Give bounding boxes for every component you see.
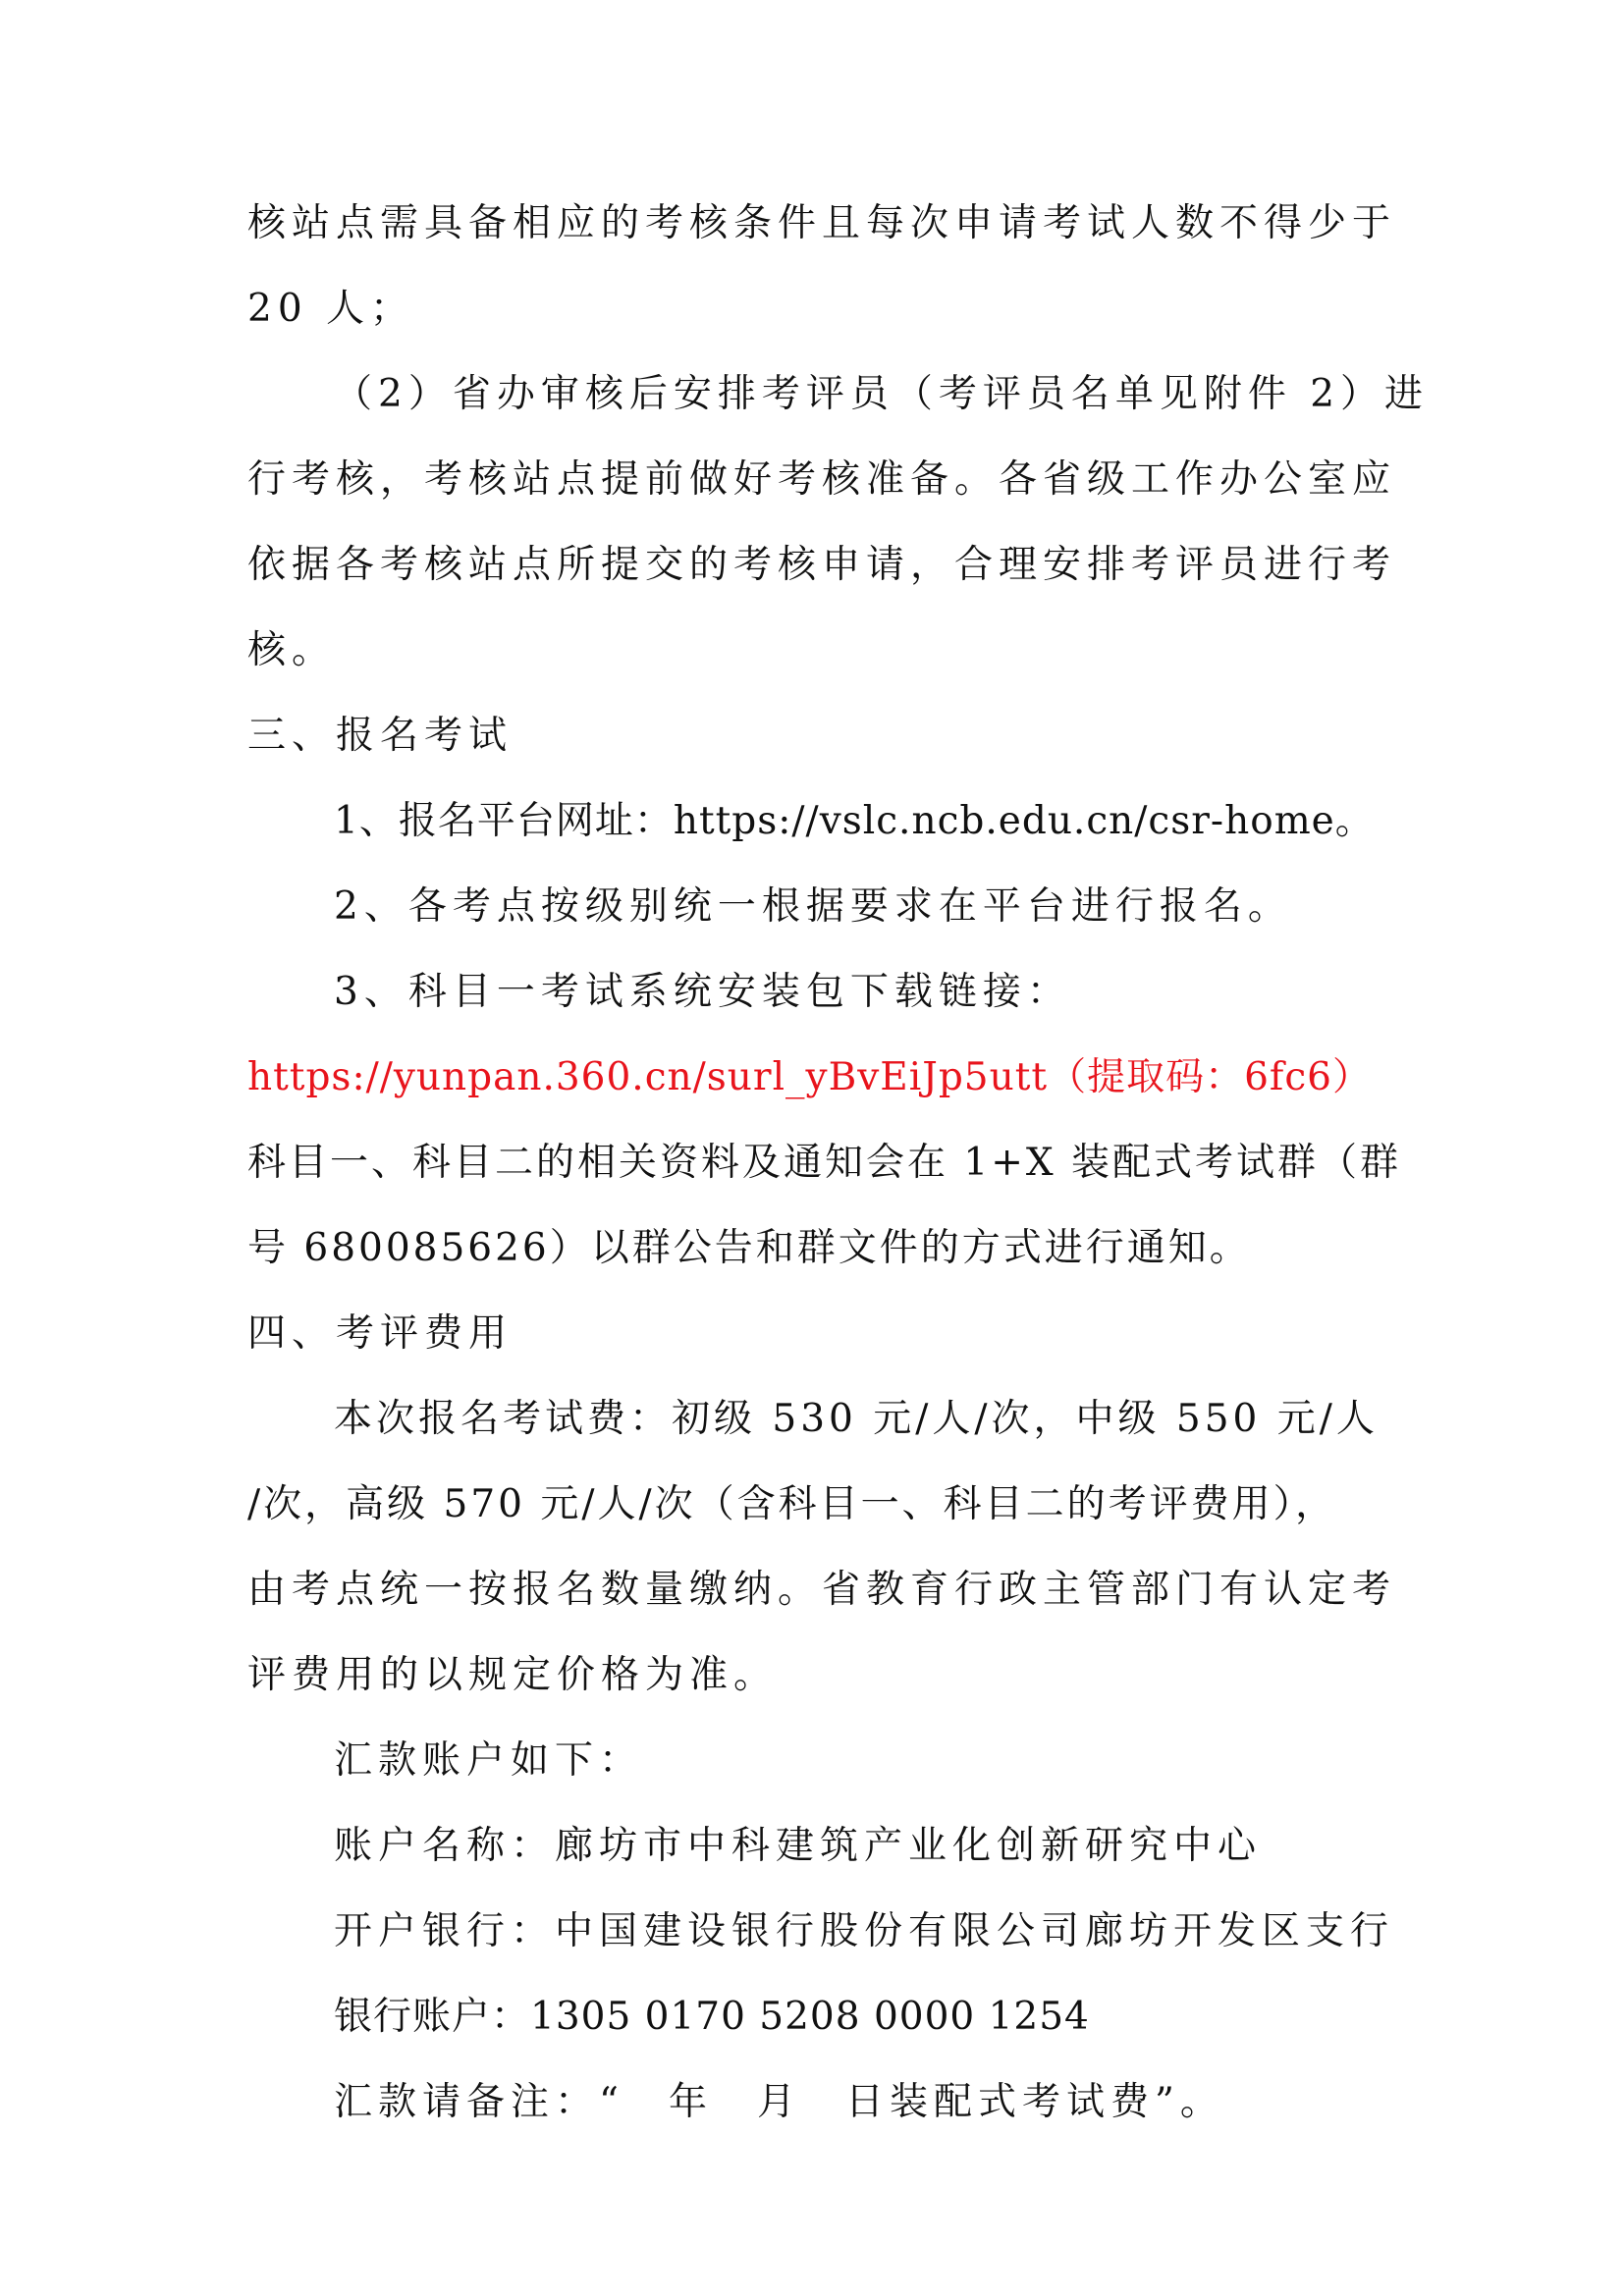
registration-step-2: 2、各考点按级别统一根据要求在平台进行报名。 bbox=[334, 884, 1292, 929]
paragraph-line: 20 人； bbox=[247, 287, 415, 331]
section-heading-registration: 三、报名考试 bbox=[247, 714, 514, 758]
download-link[interactable]: https://yunpan.360.cn/surl_yBvEiJp5utt（提取码：6fc6） bbox=[247, 1055, 1372, 1099]
remit-remark: 汇款请备注：“ 年 月 日装配式考试费”。 bbox=[334, 2080, 1224, 2124]
registration-url-label: 1、报名平台网址： bbox=[334, 799, 674, 843]
registration-url-line bbox=[334, 792, 1375, 851]
account-name: 账户名称：廊坊市中科建筑产业化创新研究中心 bbox=[334, 1824, 1263, 1868]
fee-line: 评费用的以规定价格为准。 bbox=[247, 1653, 779, 1697]
fee-line: 由考点统一按报名数量缴纳。省教育行政主管部门有认定考 bbox=[247, 1568, 1397, 1612]
paragraph-line: 核站点需具备相应的考核条件且每次申请考试人数不得少于 bbox=[247, 201, 1397, 245]
account-number: 银行账户：1305 0170 5208 0000 1254 bbox=[334, 1995, 1090, 2039]
notice-line: 号 680085626）以群公告和群文件的方式进行通知。 bbox=[247, 1226, 1251, 1270]
bank-name: 开户银行：中国建设银行股份有限公司廊坊开发区支行 bbox=[334, 1909, 1395, 1953]
fee-line: /次，高级 570 元/人/次（含科目一、科目二的考评费用）， bbox=[247, 1482, 1337, 1526]
paragraph-line: 行考核，考核站点提前做好考核准备。各省级工作办公室应 bbox=[247, 457, 1397, 502]
period: 。 bbox=[1334, 799, 1375, 843]
section-heading-fees: 四、考评费用 bbox=[247, 1311, 514, 1356]
paragraph-line: 依据各考核站点所提交的考核申请，合理安排考评员进行考 bbox=[247, 543, 1397, 587]
fee-line: 本次报名考试费：初级 530 元/人/次，中级 550 元/人 bbox=[334, 1397, 1379, 1441]
paragraph-line: （2）省办审核后安排考评员（考评员名单见附件 2）进 bbox=[334, 372, 1430, 416]
remit-title: 汇款账户如下： bbox=[334, 1738, 644, 1783]
registration-step-3: 3、科目一考试系统安装包下载链接： bbox=[334, 970, 1071, 1014]
notice-line: 科目一、科目二的相关资料及通知会在 1+X 装配式考试群（群 bbox=[247, 1141, 1402, 1185]
paragraph-line: 核。 bbox=[247, 628, 337, 672]
registration-url-link[interactable]: https://vslc.ncb.edu.cn/csr-home bbox=[673, 799, 1335, 843]
